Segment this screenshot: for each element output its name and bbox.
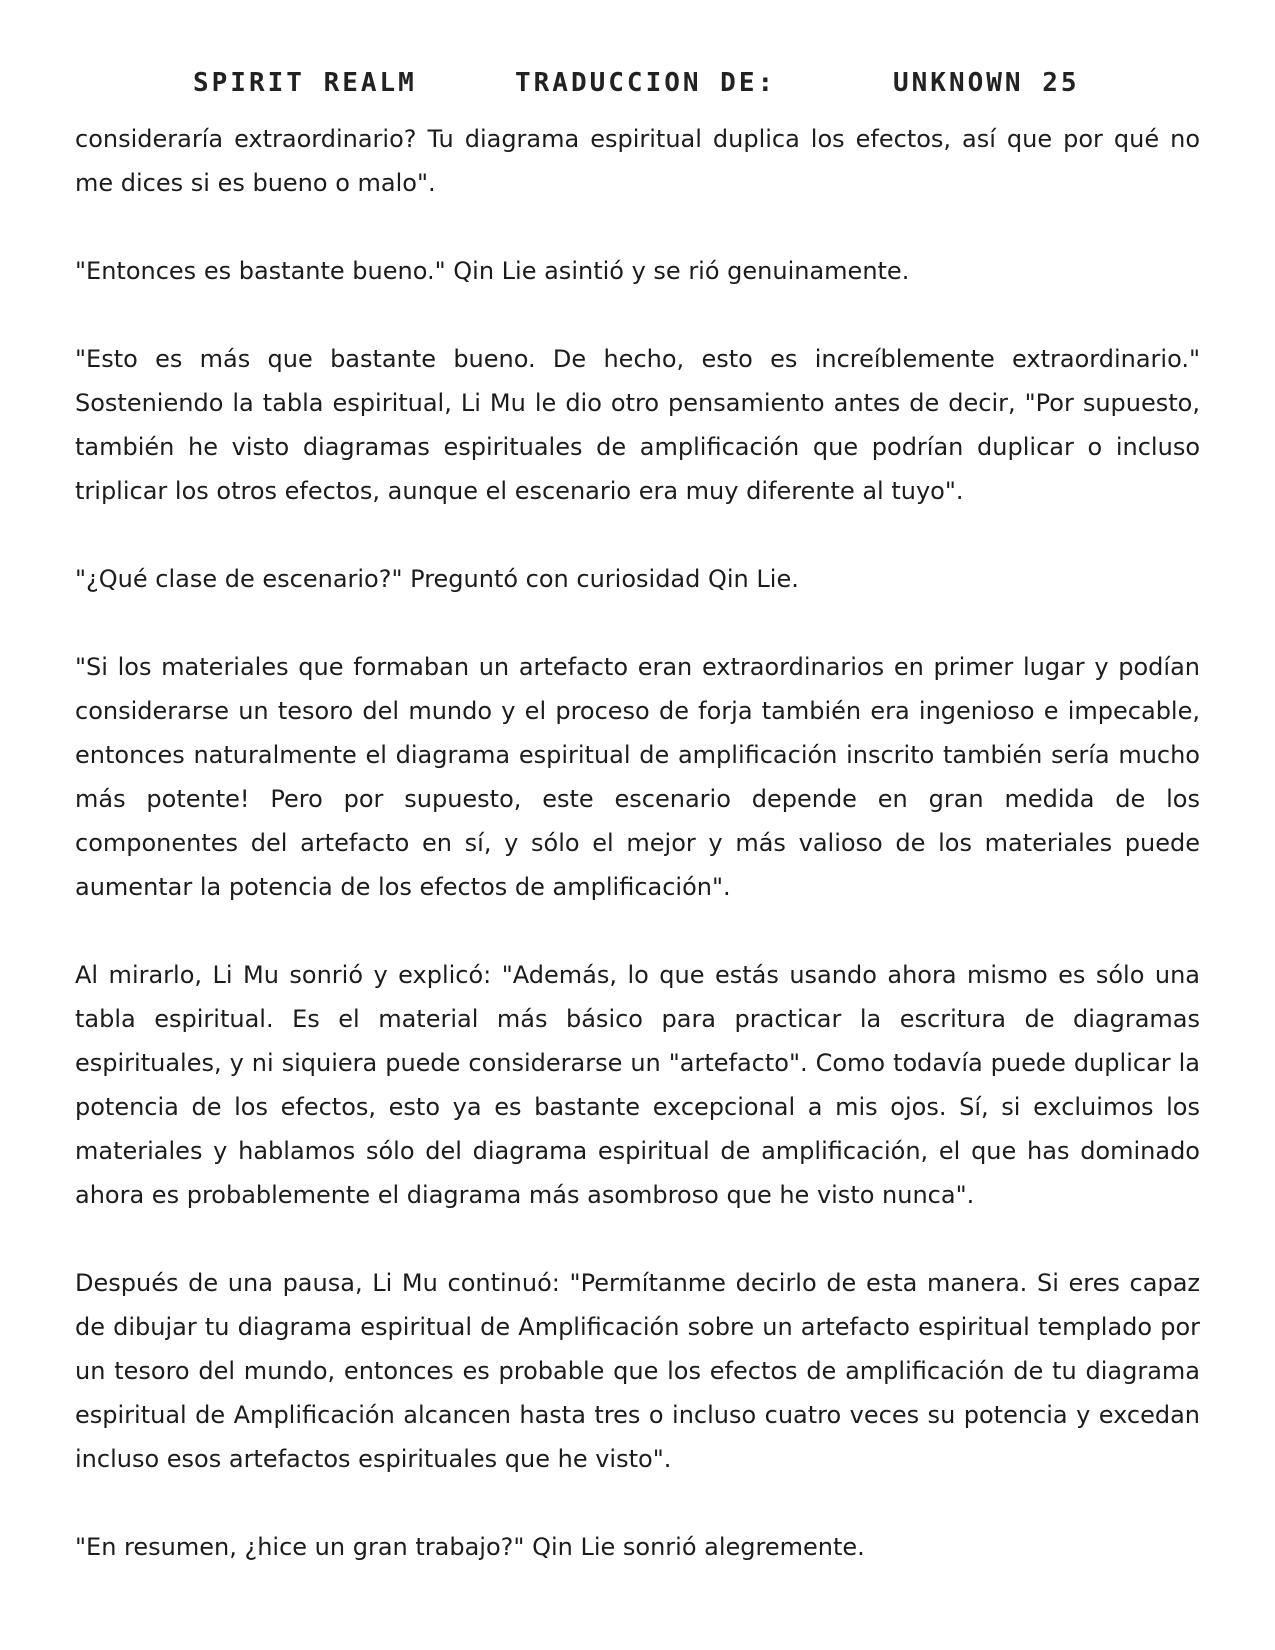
header-translator: UNKNOWN 25 [893, 68, 1080, 98]
paragraph: "En resumen, ¿hice un gran trabajo?" Qin Lie sonrió alegremente. [75, 1533, 865, 1561]
paragraph: "Entonces es bastante bueno." Qin Lie asintió y se rió genuinamente. [75, 257, 910, 285]
paragraph: "Esto es más que bastante bueno. De hecho, esto es increíblemente extraordinario." Sosteniendo la tabla espiritual, Li Mu le dio otro pensamiento antes de decir, "Por supuesto, también he visto diagramas espirituales de amplificación que podrían duplicar o incluso triplicar los otros efectos, aunque el escenario era muy diferente al tuyo". [75, 345, 1200, 505]
paragraph: "¿Qué clase de escenario?" Preguntó con curiosidad Qin Lie. [75, 565, 799, 593]
paragraph: Al mirarlo, Li Mu sonrió y explicó: "Además, lo que estás usando ahora mismo es sólo una tabla espiritual. Es el material más básico para practicar la escritura de diagramas espirituales, y ni siquiera puede considerarse un "artefacto". Como todavía puede duplicar la potencia de los efectos, esto ya es bastante excepcional a mis ojos. Sí, si excluimos los materiales y hablamos sólo del diagrama espiritual de amplificación, el que has dominado ahora es probablemente el diagrama más asombroso que he visto nunca". [75, 961, 1200, 1209]
page-header [0, 68, 1275, 108]
paragraph: "Si los materiales que formaban un artefacto eran extraordinarios en primer lugar y podían considerarse un tesoro del mundo y el proceso de forja también era ingenioso e impecable, entonces naturalmente el diagrama espiritual de amplificación inscrito también sería mucho más potente! Pero por supuesto, este escenario depende en gran medida de los componentes del artefacto en sí, y sólo el mejor y más valioso de los materiales puede aumentar la potencia de los efectos de amplificación". [75, 653, 1200, 901]
header-title: SPIRIT REALM [193, 68, 417, 98]
document-body [75, 117, 1200, 1569]
header-translation-label: TRADUCCION DE: [515, 68, 777, 98]
paragraph: consideraría extraordinario? Tu diagrama espiritual duplica los efectos, así que por qué no me dices si es bueno o malo". [75, 125, 1200, 197]
paragraph: Después de una pausa, Li Mu continuó: "Permítanme decirlo de esta manera. Si eres capaz de dibujar tu diagrama espiritual de Amplificación sobre un artefacto espiritual templado por un tesoro del mundo, entonces es probable que los efectos de amplificación de tu diagrama espiritual de Amplificación alcancen hasta tres o incluso cuatro veces su potencia y excedan incluso esos artefactos espirituales que he visto". [75, 1269, 1200, 1473]
